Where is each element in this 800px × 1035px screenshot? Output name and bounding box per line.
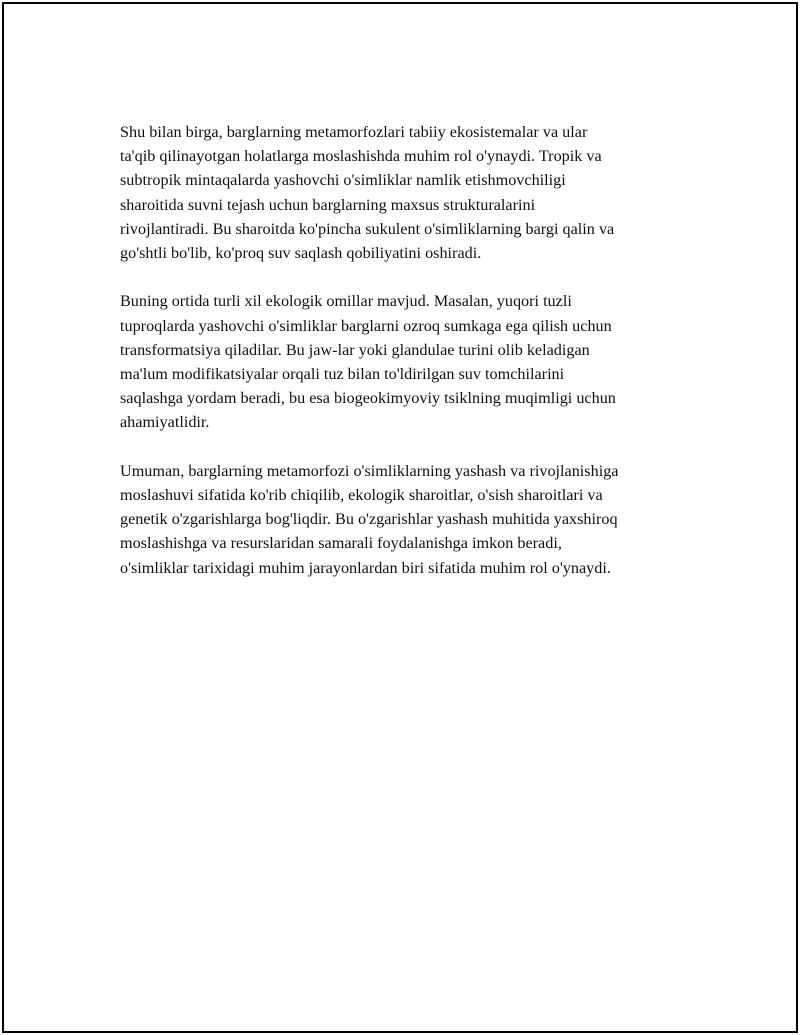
text-line: ta'qib qilinayotgan holatlarga moslashishda muhim rol o'ynaydi. Tropik va xyxy=(120,147,602,166)
text-line: Umuman, barglarning metamorfozi o'simliklarning yashash va rivojlanishiga xyxy=(120,461,619,480)
paragraph-2 xyxy=(120,289,700,434)
text-line: ma'lum modifikatsiyalar orqali tuz bilan to'ldirilgan suv tomchilarini xyxy=(120,365,565,384)
text-line: Shu bilan birga, barglarning metamorfozlari tabiiy ekosistemalar va ular xyxy=(120,123,588,141)
paragraph-3 xyxy=(120,459,700,580)
text-line: saqlashga yordam beradi, bu esa biogeokimyoviy tsiklning muqimligi uchun xyxy=(120,389,616,408)
document-body xyxy=(120,120,700,604)
text-line: moslashuvi sifatida ko'rib chiqilib, ekologik sharoitlar, o'sish sharoitlari va xyxy=(120,486,603,505)
document-page xyxy=(2,2,798,1033)
text-line: genetik o'zgarishlarga bog'liqdir. Bu o'zgarishlar yashash muhitida yaxshiroq xyxy=(120,510,618,529)
text-line: o'simliklar tarixidagi muhim jarayonlardan biri sifatida muhim rol o'ynaydi. xyxy=(120,558,611,577)
text-line: go'shtli bo'lib, ko'proq suv saqlash qobiliyatini oshiradi. xyxy=(120,244,482,263)
text-line: ahamiyatlidir. xyxy=(120,413,210,432)
text-line: rivojlantiradi. Bu sharoitda ko'pincha sukulent o'simliklarning bargi qalin va xyxy=(120,219,615,238)
text-line: sharoitida suvni tejash uchun barglarning maxsus strukturalarini xyxy=(120,195,536,214)
text-line: tuproqlarda yashovchi o'simliklar barglarni ozroq sumkaga ega qilish uchun xyxy=(120,316,612,335)
text-line: Buning ortida turli xil ekologik omillar mavjud. Masalan, yuqori tuzli xyxy=(120,292,572,311)
text-line: transformatsiya qiladilar. Bu jaw-lar yoki glandulae turini olib keladigan xyxy=(120,340,590,359)
text-line: moslashishga va resurslaridan samarali foydalanishga imkon beradi, xyxy=(120,534,562,553)
paragraph-1 xyxy=(120,120,700,265)
text-line: subtropik mintaqalarda yashovchi o'simliklar namlik etishmovchiligi xyxy=(120,171,566,190)
